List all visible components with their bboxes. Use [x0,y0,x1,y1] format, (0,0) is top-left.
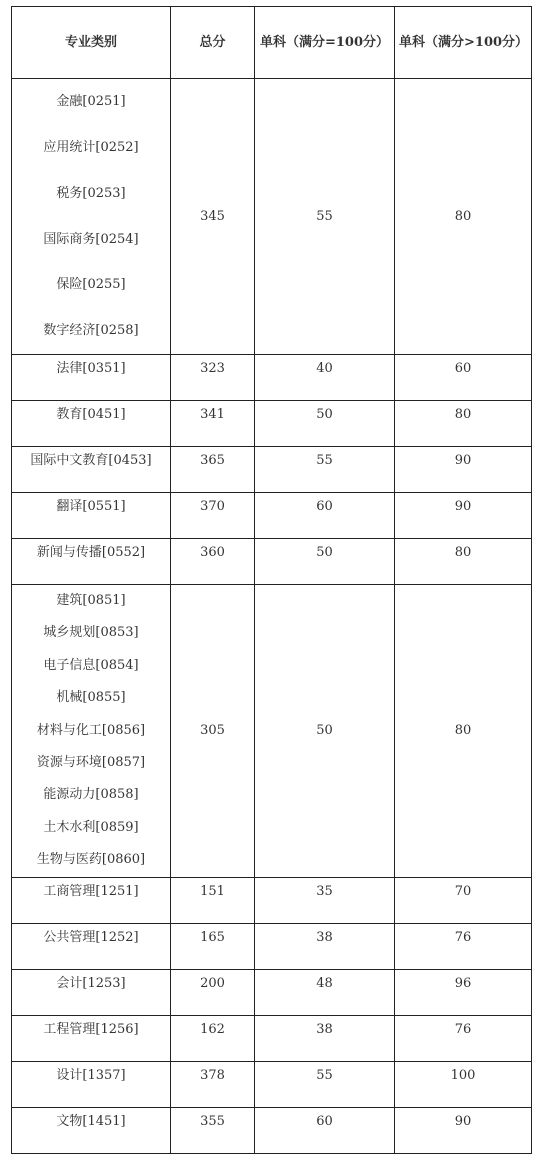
major-name-cell [12,355,171,401]
major-name: 应用统计[0252] [43,139,139,155]
single-over-100-score-cell [395,1061,532,1107]
single-over-100-score-cell [395,1015,532,1061]
major-name: 翻译[0551] [56,499,126,514]
single-over-100-score: 80 [454,545,472,560]
single-100-score: 60 [316,1113,333,1129]
major-name: 建筑[0851] [56,593,126,608]
total-score-cell [171,447,255,493]
total-score-cell [171,1107,255,1153]
single-100-score-cell [255,1107,395,1153]
header-row [12,7,532,79]
total-score: 341 [200,407,225,422]
single-over-100-score: 90 [454,1113,472,1129]
single-over-100-score: 80 [395,79,532,355]
major-name-cell [12,969,171,1015]
header-major: 专业类别 [12,7,171,79]
table-row [12,401,532,447]
single-over-100-score: 60 [454,361,472,376]
total-score: 305 [171,585,255,878]
major-name: 教育[0451] [56,407,126,422]
major-name: 国际中文教育[0453] [30,453,152,468]
single-over-100-score-cell [395,355,532,401]
major-name: 金融[0251] [56,94,126,110]
single-over-100-score: 80 [395,585,532,878]
table-row [12,539,532,585]
single-over-100-score: 90 [454,499,472,514]
single-100-score-cell [255,969,395,1015]
major-name: 设计[1357] [56,1067,126,1083]
total-score-cell [171,923,255,969]
header-single-100: 单科（满分=100分） [255,7,395,79]
single-100-score: 55 [316,453,333,468]
table-row-group-engineering [12,585,532,878]
total-score: 323 [200,361,225,376]
single-100-score-cell [255,401,395,447]
single-over-100-score: 96 [454,975,472,991]
single-100-score-cell [255,923,395,969]
major-name: 保险[0255] [56,277,126,293]
table-row [12,355,532,401]
single-100-score: 50 [255,585,395,878]
total-score-cell [171,1061,255,1107]
major-name: 能源动力[0858] [43,787,139,803]
total-score-cell [171,539,255,585]
single-100-score-cell [255,539,395,585]
total-score: 345 [171,79,255,355]
major-name-cell [12,923,171,969]
major-name-cell [12,493,171,539]
single-100-score: 55 [316,1067,333,1083]
single-over-100-score-cell [395,969,532,1015]
single-100-score: 50 [316,407,333,422]
major-list-cell [12,79,171,355]
single-over-100-score-cell [395,401,532,447]
single-over-100-score-cell [395,447,532,493]
single-over-100-score: 76 [454,929,472,945]
single-100-score-cell [255,447,395,493]
single-over-100-score: 100 [450,1067,476,1083]
single-100-score: 60 [316,499,333,514]
major-name: 生物与医药[0860] [36,852,146,868]
major-name: 新闻与传播[0552] [36,545,146,560]
total-score: 378 [200,1067,225,1083]
total-score: 200 [200,975,225,991]
major-list-cell [12,585,171,878]
header-total: 总分 [171,7,255,79]
total-score: 355 [200,1113,225,1129]
single-100-score: 35 [316,883,333,899]
table-row [12,1015,532,1061]
single-100-score-cell [255,1061,395,1107]
major-name: 土木水利[0859] [43,819,139,835]
single-100-score-cell [255,355,395,401]
single-over-100-score-cell [395,923,532,969]
table-row [12,969,532,1015]
total-score: 151 [200,883,225,899]
total-score-cell [171,355,255,401]
header-single-over-100: 单科（满分>100分） [395,7,532,79]
major-name: 电子信息[0854] [43,657,139,673]
single-over-100-score: 76 [454,1021,472,1037]
major-name: 法律[0351] [56,361,126,376]
major-name: 工商管理[1251] [43,883,139,899]
single-100-score-cell [255,1015,395,1061]
major-name-cell [12,1107,171,1153]
major-name-cell [12,539,171,585]
table-row [12,923,532,969]
major-name-cell [12,1061,171,1107]
single-over-100-score-cell [395,539,532,585]
total-score: 165 [200,929,225,945]
single-100-score: 48 [316,975,333,991]
total-score: 370 [200,499,225,514]
major-name: 税务[0253] [56,185,126,201]
single-over-100-score: 80 [454,407,472,422]
total-score-cell [171,493,255,539]
major-name: 机械[0855] [56,690,126,706]
single-over-100-score-cell [395,493,532,539]
single-100-score-cell [255,877,395,923]
single-100-score: 38 [316,1021,333,1037]
table-row [12,493,532,539]
total-score-cell [171,969,255,1015]
major-name: 工程管理[1256] [43,1021,139,1037]
table-row [12,447,532,493]
single-100-score: 40 [316,361,333,376]
major-name: 城乡规划[0853] [43,625,139,641]
single-over-100-score-cell [395,1107,532,1153]
single-over-100-score-cell [395,877,532,923]
single-over-100-score: 90 [454,453,472,468]
major-name: 会计[1253] [56,975,126,991]
single-100-score-cell [255,493,395,539]
major-name: 数字经济[0258] [43,323,139,339]
major-name-cell [12,877,171,923]
single-100-score: 55 [255,79,395,355]
major-name-cell [12,447,171,493]
single-100-score: 38 [316,929,333,945]
total-score-cell [171,401,255,447]
major-name-cell [12,401,171,447]
score-table [11,6,532,1154]
major-name: 资源与环境[0857] [36,755,146,771]
table-row [12,877,532,923]
table-row [12,1107,532,1153]
table-row-group-economics [12,79,532,355]
total-score-cell [171,1015,255,1061]
major-name: 文物[1451] [56,1113,126,1129]
total-score: 360 [200,545,225,560]
major-name: 国际商务[0254] [43,231,139,247]
single-over-100-score: 70 [454,883,472,899]
single-100-score: 50 [316,545,333,560]
major-name: 材料与化工[0856] [36,722,146,738]
total-score: 162 [200,1021,225,1037]
total-score: 365 [200,453,225,468]
total-score-cell [171,877,255,923]
table-row [12,1061,532,1107]
major-name-cell [12,1015,171,1061]
major-name: 公共管理[1252] [43,929,139,945]
